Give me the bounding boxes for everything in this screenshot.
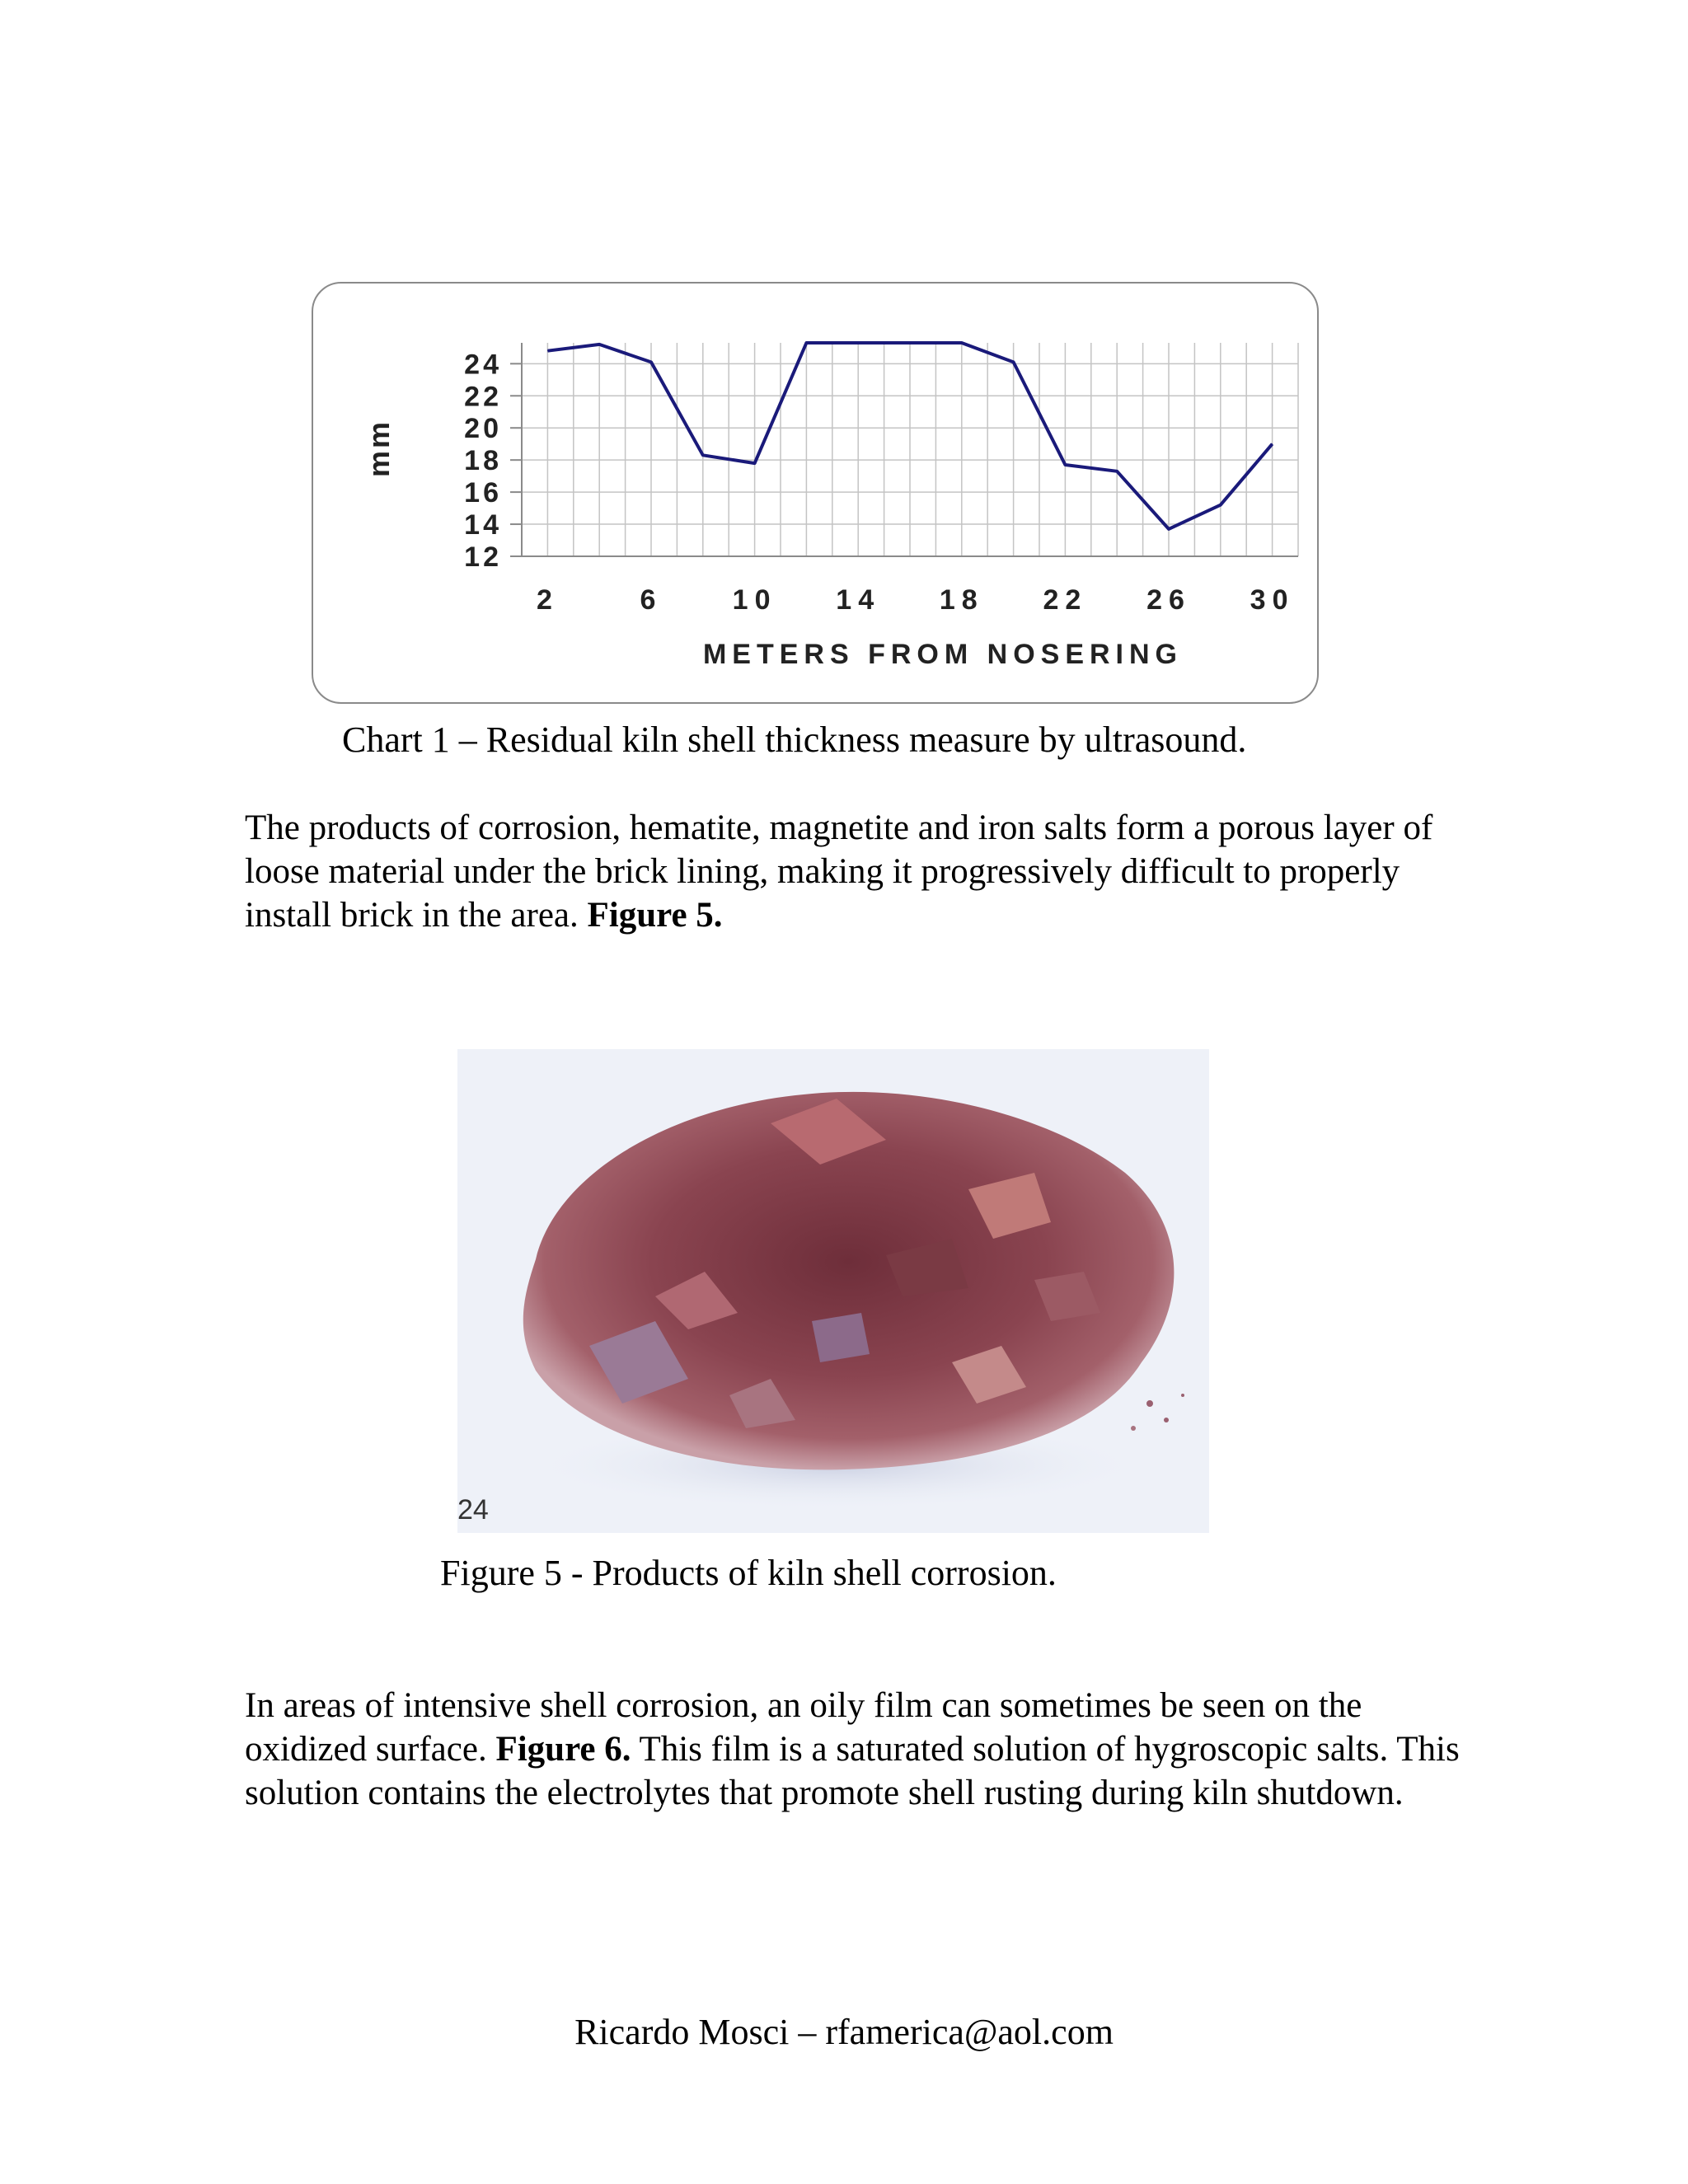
paragraph-corrosion-products <box>245 806 1481 937</box>
data-point <box>1169 528 1170 529</box>
y-tick-label: 12 <box>464 541 502 573</box>
x-tick-label: 22 <box>1043 584 1088 616</box>
x-axis-label: METERS FROM NOSERING <box>702 639 1184 670</box>
data-point <box>858 343 859 344</box>
data-point <box>806 343 807 344</box>
y-tick-label: 24 <box>464 349 502 381</box>
x-tick-label: 26 <box>1146 584 1191 616</box>
paragraph-text: The products of corrosion, hematite, magnetite and iron salts form a porous layer of loose material under the brick lining, making it progressively difficult to properly install brick in the area. <box>245 808 1433 935</box>
x-tick-label: 2 <box>536 584 559 616</box>
data-point <box>702 455 703 456</box>
data-point <box>1272 443 1273 444</box>
y-tick-label: 16 <box>464 477 502 509</box>
x-tick-label: 10 <box>732 584 777 616</box>
photo-number-label: 24 <box>457 1494 489 1526</box>
y-tick-label: 14 <box>464 509 502 541</box>
chart-frame <box>312 282 1319 704</box>
chart-caption: Chart 1 – Residual kiln shell thickness measure by ultrasound. <box>342 719 1247 760</box>
thickness-chart <box>313 284 1320 705</box>
data-point <box>547 350 548 351</box>
x-tick-label: 6 <box>640 584 663 616</box>
data-point <box>1013 362 1014 363</box>
corrosion-pile-photo-icon <box>457 1049 1209 1533</box>
x-tick-label: 18 <box>939 584 984 616</box>
data-point <box>961 343 962 344</box>
y-tick-label: 18 <box>464 445 502 477</box>
paragraph-text-after: This film is a saturated solution of hygroscopic salts. This solution contains the electrolytes that promote shell rusting during kiln shutdown. <box>245 1730 1460 1812</box>
data-point <box>754 463 755 464</box>
figure-caption: Figure 5 - Products of kiln shell corrosion. <box>440 1553 1057 1593</box>
data-point <box>651 362 652 363</box>
y-tick-label: 22 <box>464 381 502 413</box>
x-tick-label: 30 <box>1250 584 1295 616</box>
y-tick-label: 20 <box>464 413 502 445</box>
data-point <box>910 343 911 344</box>
paragraph-text-before: In areas of intensive shell corrosion, an oily film can sometimes be seen on the oxidized surface. <box>245 1686 1362 1769</box>
figure-reference: Figure 5. <box>587 896 723 935</box>
figure-reference: Figure 6. <box>495 1730 631 1769</box>
x-tick-label: 14 <box>836 584 881 616</box>
author-footer: Ricardo Mosci – rfamerica@aol.com <box>574 2012 1114 2052</box>
paragraph-oily-film <box>245 1684 1481 1815</box>
data-point <box>1220 504 1221 505</box>
y-axis-label: mm <box>362 419 396 478</box>
data-point <box>1065 465 1066 466</box>
corrosion-products-photo <box>457 1049 1209 1533</box>
